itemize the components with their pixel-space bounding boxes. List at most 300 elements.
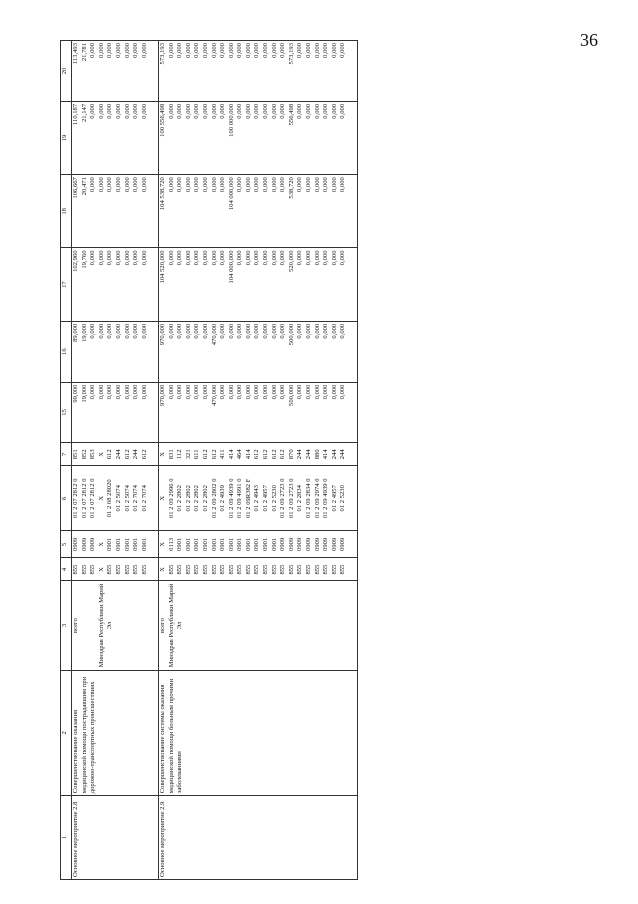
cell-value: 0909 (313, 537, 321, 551)
cell-value: X (97, 567, 105, 572)
cell-value: 0,000 (176, 43, 184, 58)
cell-value (314, 584, 323, 668)
cell-value: 414 (322, 449, 330, 460)
cell-value: 0,000 (176, 384, 184, 400)
cell-value: 0,000 (184, 384, 192, 400)
cell-value: 244 (305, 449, 313, 460)
column-c18 (158, 175, 357, 248)
cell-value: 855 (72, 564, 79, 575)
cell-value: 0,000 (227, 384, 235, 400)
cell-value (228, 584, 237, 668)
column-c17 (158, 248, 357, 321)
cell-value (262, 584, 271, 668)
cell-value: 855 (279, 564, 287, 575)
cell-value: 0,000 (244, 384, 252, 400)
cell-value: 855 (193, 564, 201, 575)
cell-value: 01 2 09 2996 0 (167, 478, 175, 519)
cell-value: 0,000 (201, 43, 209, 58)
cell-value: 0,000 (330, 384, 338, 400)
cell-value: 855 (313, 564, 321, 575)
cell-value: X (158, 495, 166, 501)
column-c3 (72, 581, 159, 670)
cell-value: всего (72, 618, 79, 633)
column-c20 (158, 41, 357, 102)
cell-value: 855 (219, 564, 227, 575)
column-header: 20 (61, 41, 72, 102)
cell-value: 0901 (219, 537, 227, 551)
cell-value: 0,000 (305, 384, 313, 400)
cell-value: 470,000 (210, 384, 218, 406)
cell-value: Минздрав Республики Марий Эл (167, 583, 184, 668)
cell-value: 0901 (123, 537, 131, 551)
cell-value: 0,000 (313, 250, 321, 266)
cell-value: 0,000 (106, 384, 114, 400)
cell-value: 0,000 (219, 103, 227, 119)
cell-value (253, 584, 262, 668)
cell-value (185, 584, 194, 668)
column-c15 (72, 382, 159, 443)
cell-value: 0,000 (296, 103, 304, 119)
cell-value: 0,000 (132, 384, 140, 400)
cell-value: 01 2 2834 (296, 485, 304, 512)
table-body (72, 41, 358, 880)
cell-value: 0,000 (167, 177, 175, 192)
cell-value: 0,000 (313, 384, 321, 400)
cell-value: 0,000 (313, 323, 321, 339)
cell-value: 855 (287, 564, 295, 575)
cell-value: 0,000 (322, 103, 330, 119)
cell-value: 0,000 (176, 323, 184, 339)
cell-value: 0909 (287, 537, 295, 551)
cell-value: 855 (227, 564, 235, 575)
cell-value: 0901 (193, 537, 201, 551)
cell-value: 0901 (106, 537, 114, 551)
cell-value: 321 (184, 449, 192, 460)
cell-value: X (158, 567, 166, 572)
cell-value: 0,000 (114, 103, 122, 119)
cell-value: 0,000 (201, 384, 209, 400)
cell-value: всего (158, 618, 166, 633)
cell-value (193, 584, 202, 668)
cell-value: 0,000 (305, 43, 313, 58)
cell-value: 0,000 (114, 177, 122, 192)
cell-value: 0,000 (176, 250, 184, 266)
cell-value: 0,000 (132, 177, 140, 192)
cell-value (81, 584, 90, 668)
cell-value: 0,000 (236, 323, 244, 339)
event-name: Основное мероприятие 2.8 (72, 796, 159, 880)
cell-value: 612 (253, 449, 261, 460)
column-c5 (72, 531, 159, 558)
cell-value: 855 (296, 564, 304, 575)
cell-value: 500,000 (287, 323, 295, 346)
cell-value: 0901 (270, 537, 278, 551)
cell-value: 0,000 (97, 103, 105, 119)
cell-value: 855 (236, 564, 244, 575)
cell-value (271, 584, 280, 668)
rotated-table-wrapper (60, 40, 605, 880)
cell-value: 0,000 (123, 103, 131, 119)
cell-value: 855 (330, 564, 338, 575)
cell-value: 100 000,000 (227, 103, 235, 137)
column-header: 3 (61, 581, 72, 670)
cell-value: 0,000 (270, 250, 278, 266)
cell-value (202, 584, 211, 668)
cell-value: 0901 (114, 537, 122, 551)
cell-value: 612 (279, 449, 287, 460)
cell-value: 855 (106, 564, 114, 575)
cell-value: Минздрав Республики Марий Эл (97, 583, 114, 668)
cell-value: 0,000 (219, 323, 227, 339)
cell-value: 0,000 (201, 250, 209, 266)
cell-value: 01 2 09 2802 0 (210, 478, 218, 519)
cell-value: 0,000 (279, 43, 287, 58)
cell-value: 538,720 (287, 177, 295, 199)
column-c4 (72, 558, 159, 581)
cell-value: 573,193 (158, 43, 166, 65)
cell-value: 01 2 2802 (201, 485, 209, 512)
cell-value: 0,000 (244, 103, 252, 119)
cell-value: 0901 (176, 537, 184, 551)
column-c19 (72, 101, 159, 174)
cell-value: 414 (244, 449, 252, 460)
cell-value: 0,000 (253, 384, 261, 400)
cell-value: 0,000 (219, 177, 227, 192)
cell-value: 0,000 (279, 250, 287, 266)
cell-value: 0,000 (253, 323, 261, 339)
cell-value: 0909 (296, 537, 304, 551)
column-c15 (158, 382, 357, 443)
cell-value: 0,000 (244, 177, 252, 192)
cell-value (115, 584, 124, 668)
cell-value: 0,000 (132, 103, 140, 119)
cell-value: 244 (132, 449, 140, 460)
cell-value: 0901 (236, 537, 244, 551)
column-header: 17 (61, 248, 72, 321)
cell-value: 0,000 (279, 103, 287, 119)
cell-value: 0,000 (279, 177, 287, 192)
cell-value: 0,000 (176, 103, 184, 119)
cell-value: 0,000 (201, 177, 209, 192)
cell-value: 852 (80, 449, 88, 460)
cell-value: 01 2 2802 (193, 485, 201, 512)
cell-value: 0901 (253, 537, 261, 551)
cell-value: 01 2 09 2974 0 (313, 478, 321, 519)
cell-value: 0909 (72, 537, 79, 551)
cell-value: 0,000 (330, 177, 338, 192)
cell-value: 855 (201, 564, 209, 575)
cell-value: 556,498 (287, 103, 295, 126)
cell-value: 0909 (80, 537, 88, 551)
cell-value: 244 (339, 449, 347, 460)
cell-value: 0,000 (296, 323, 304, 339)
cell-value: 0,000 (167, 250, 175, 266)
cell-value: 0,000 (132, 323, 140, 339)
cell-value (339, 584, 348, 668)
column-c16 (72, 321, 159, 382)
cell-value: 0,000 (339, 103, 347, 119)
cell-value: 19,000 (80, 384, 88, 403)
cell-value (348, 584, 357, 668)
cell-value: 01 2 09 2723 0 (287, 478, 295, 519)
cell-value (296, 584, 305, 668)
cell-value: 0,000 (140, 177, 148, 192)
cell-value: 0,000 (262, 384, 270, 400)
cell-value: 855 (339, 564, 347, 575)
column-header: 5 (61, 531, 72, 558)
cell-value: 0,000 (106, 250, 114, 266)
header-row (61, 41, 72, 880)
column-header: 16 (61, 321, 72, 382)
column-c4 (158, 558, 357, 581)
cell-value: 110,187 (72, 103, 79, 126)
cell-value: 0,000 (132, 43, 140, 58)
cell-value: 244 (330, 449, 338, 460)
cell-value: 104 000,000 (227, 250, 235, 284)
cell-value: 0,000 (184, 103, 192, 119)
cell-value: 0,000 (193, 43, 201, 58)
cell-value: 0,000 (262, 43, 270, 58)
cell-value: 104 000,000 (227, 177, 235, 211)
cell-value: 01 2 09R382 F (244, 478, 252, 518)
cell-value: 01 2 5074 (123, 485, 131, 512)
cell-value: 573,193 (287, 43, 295, 65)
cell-value: 106,667 (72, 177, 79, 199)
event-description: Совершенствование оказания медицинской помощи пострадавшим при дорожно-транспортных происшествиях (72, 670, 159, 796)
cell-value: 99,000 (72, 384, 79, 403)
cell-value: 0,000 (89, 177, 97, 192)
cell-value: 0,000 (210, 250, 218, 266)
cell-value: 0,000 (270, 384, 278, 400)
cell-value: 0,000 (89, 103, 97, 119)
column-c7 (158, 443, 357, 466)
cell-value: 01 2 09 4939 0 (227, 478, 235, 519)
cell-value: 0,000 (236, 250, 244, 266)
cell-value: 855 (305, 564, 313, 575)
cell-value: 100 556,498 (158, 103, 166, 137)
column-c5 (158, 531, 357, 558)
cell-value: 500,000 (287, 384, 295, 406)
cell-value: 0,000 (140, 43, 148, 58)
cell-value: 0901 (184, 537, 192, 551)
cell-value: 0,000 (330, 43, 338, 58)
cell-value: 470,000 (210, 323, 218, 346)
cell-value: 0,000 (89, 323, 97, 339)
cell-value: 0,000 (330, 103, 338, 119)
cell-value: 0,000 (219, 250, 227, 266)
column-c17 (72, 248, 159, 321)
cell-value: 19,760 (80, 250, 88, 269)
column-c18 (72, 175, 159, 248)
event-name: Основное мероприятие 2.9 (158, 796, 357, 880)
cell-value: 0,000 (193, 250, 201, 266)
cell-value (124, 584, 133, 668)
cell-value: 01 2 4943 (253, 485, 261, 512)
cell-value: 01 2 09 4939 0 (322, 478, 330, 519)
cell-value: 0909 (89, 537, 97, 551)
cell-value (305, 584, 314, 668)
cell-value: 853 (89, 449, 97, 460)
cell-value: 0901 (140, 537, 148, 551)
cell-value: 0,000 (167, 43, 175, 58)
cell-value: 0,000 (193, 177, 201, 192)
cell-value: 0,000 (123, 323, 131, 339)
cell-value: 104 538,720 (158, 177, 166, 211)
cell-value: 0,000 (305, 323, 313, 339)
cell-value: 0,000 (244, 323, 252, 339)
cell-value: 0,000 (339, 43, 347, 58)
cell-value: 01 2 4939 (219, 485, 227, 512)
cell-value: 244 (296, 449, 304, 460)
cell-value: 0,000 (296, 177, 304, 192)
cell-value: 0,000 (330, 323, 338, 339)
cell-value: 855 (176, 564, 184, 575)
cell-value: 0,000 (167, 323, 175, 339)
event-description: Совершенствование системы оказания медицинской помощи больным прочими заболеваниями (158, 670, 357, 796)
cell-value: 0909 (339, 537, 347, 551)
column-c7 (72, 443, 159, 466)
cell-value: 0,000 (262, 323, 270, 339)
cell-value: 01 2 07 2812 0 (89, 478, 97, 519)
cell-value: 855 (123, 564, 131, 575)
cell-value: 855 (244, 564, 252, 575)
cell-value: 0,000 (279, 323, 287, 339)
cell-value: 855 (132, 564, 140, 575)
cell-value: 612 (106, 449, 114, 460)
cell-value: 0,000 (236, 43, 244, 58)
cell-value: 0,000 (270, 103, 278, 119)
cell-value: 21,147 (80, 103, 88, 122)
cell-value (132, 584, 141, 668)
cell-value: 0,000 (210, 43, 218, 58)
cell-value: 612 (140, 449, 148, 460)
cell-value: 0,000 (167, 384, 175, 400)
cell-value: 19,000 (80, 323, 88, 342)
cell-value: 0,000 (210, 103, 218, 119)
cell-value: 0,000 (97, 384, 105, 400)
cell-value: 0,000 (227, 323, 235, 339)
cell-value: 01 2 7074 (140, 485, 148, 512)
cell-value: 01 2 07 2812 0 (72, 478, 79, 519)
cell-value: 0,000 (210, 177, 218, 192)
cell-value: 855 (140, 564, 148, 575)
cell-value: 0,000 (339, 177, 347, 192)
cell-value: 855 (253, 564, 261, 575)
budget-table (60, 40, 358, 880)
page-number: 36 (580, 30, 598, 50)
cell-value: 612 (201, 449, 209, 460)
cell-value: 414 (227, 449, 235, 460)
table-row (72, 41, 159, 880)
cell-value: 0,000 (201, 323, 209, 339)
cell-value: X (97, 541, 105, 547)
cell-value: 0,000 (322, 43, 330, 58)
cell-value: 0901 (201, 537, 209, 551)
cell-value: 855 (114, 564, 122, 575)
cell-value: 0,000 (167, 103, 175, 119)
cell-value: 0,000 (193, 384, 201, 400)
cell-value: 0,000 (236, 103, 244, 119)
cell-value: 01 2 09 2834 0 (305, 478, 313, 519)
cell-value: 0,000 (123, 177, 131, 192)
cell-value: 0,000 (97, 323, 105, 339)
cell-value: 612 (123, 449, 131, 460)
cell-value: 0,000 (140, 384, 148, 400)
cell-value: 0,000 (339, 323, 347, 339)
cell-value: 0,000 (270, 323, 278, 339)
cell-value: 855 (270, 564, 278, 575)
cell-value: 870 (287, 449, 295, 460)
cell-value: 851 (72, 449, 79, 460)
cell-value: 0,000 (123, 43, 131, 58)
cell-value: 0,000 (193, 103, 201, 119)
cell-value: 0,000 (262, 250, 270, 266)
cell-value: 0,000 (270, 43, 278, 58)
cell-value: 0,000 (322, 177, 330, 192)
cell-value: 0,000 (89, 250, 97, 266)
cell-value: 89,000 (72, 323, 79, 342)
cell-value: 0909 (322, 537, 330, 551)
column-header: 19 (61, 101, 72, 174)
column-header: 7 (61, 443, 72, 466)
cell-value (219, 584, 228, 668)
cell-value: 0,000 (279, 384, 287, 400)
cell-value: 0,000 (140, 103, 148, 119)
cell-value: 01 2 7074 (132, 485, 140, 512)
cell-value (288, 584, 297, 668)
cell-value: 0,000 (313, 43, 321, 58)
cell-value (149, 584, 158, 668)
cell-value: 855 (210, 564, 218, 575)
cell-value: 0,000 (305, 103, 313, 119)
cell-value: 0,000 (236, 177, 244, 192)
cell-value: X (97, 495, 105, 501)
cell-value: 0901 (244, 537, 252, 551)
cell-value: 0909 (305, 537, 313, 551)
cell-value: 0,000 (184, 177, 192, 192)
cell-value: 0113 (167, 537, 175, 551)
cell-value: 0901 (210, 537, 218, 551)
cell-value: 0,000 (322, 250, 330, 266)
cell-value: 0,000 (114, 384, 122, 400)
cell-value: 01 2 08 28020 (106, 479, 114, 518)
cell-value: 520,000 (287, 250, 295, 272)
cell-value: 0,000 (270, 177, 278, 192)
cell-value: 612 (270, 449, 278, 460)
cell-value: 855 (184, 564, 192, 575)
cell-value (245, 584, 254, 668)
cell-value: 0,000 (89, 43, 97, 58)
cell-value: 880 (313, 449, 321, 460)
cell-value: 831 (167, 449, 175, 460)
cell-value: 0,000 (97, 43, 105, 58)
cell-value: 0901 (132, 537, 140, 551)
column-header: 18 (61, 175, 72, 248)
cell-value: 01 2 5230 (339, 485, 347, 512)
cell-value: 0,000 (322, 323, 330, 339)
column-c19 (158, 101, 357, 174)
column-c16 (158, 321, 357, 382)
cell-value: 01 2 2802 (176, 485, 184, 512)
cell-value: 0,000 (296, 384, 304, 400)
cell-value: 0,000 (253, 43, 261, 58)
cell-value: 0,000 (106, 177, 114, 192)
cell-value: 113,493 (72, 43, 79, 65)
cell-value: X (97, 451, 105, 457)
cell-value: 01 2 4957 (330, 485, 338, 512)
cell-value: 0,000 (184, 43, 192, 58)
cell-value: 21,781 (80, 43, 88, 62)
